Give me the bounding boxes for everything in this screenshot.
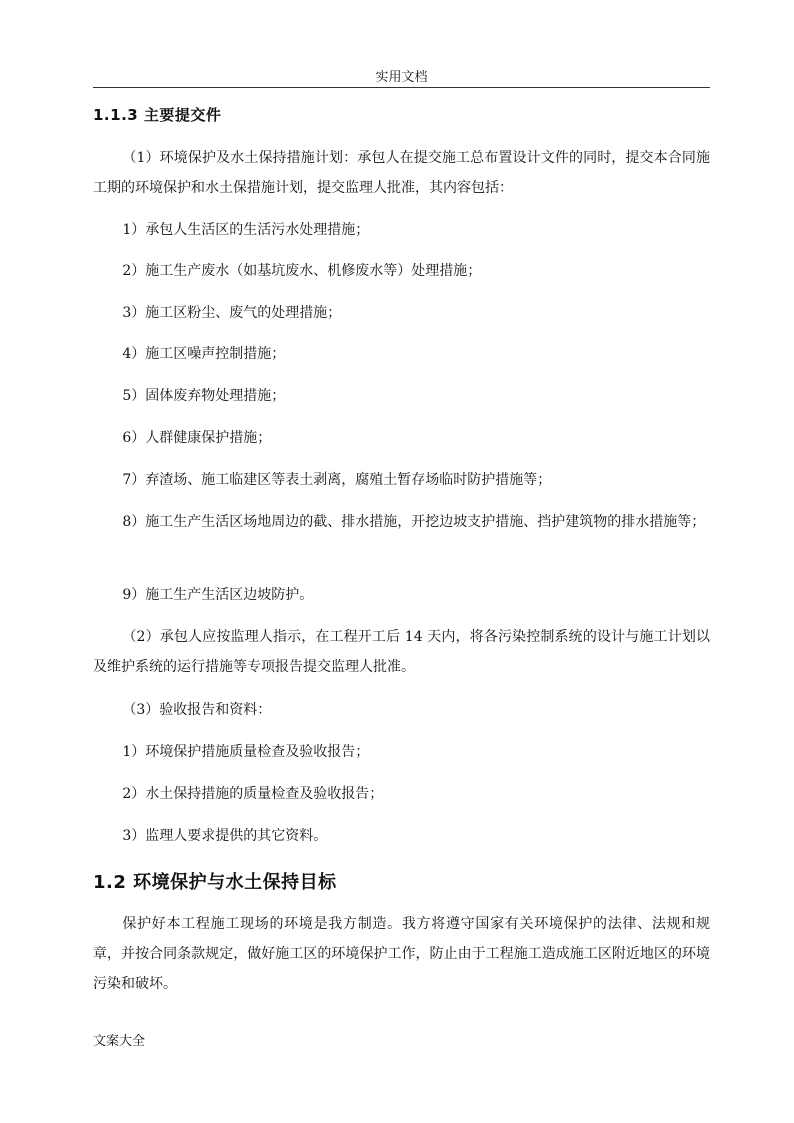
list-item: 2）施工生产废水（如基坑废水、机修废水等）处理措施； (122, 263, 482, 279)
list-item: 7）弃渣场、施工临建区等表土剥离，腐殖土暂存场临时防护措施等； (122, 472, 552, 488)
list-item: 5）固体废弃物处理措施； (122, 388, 286, 404)
section-heading-1-2: 1.2 环境保护与水土保持目标 (93, 872, 337, 893)
page-header: 实用文档 (375, 70, 428, 85)
list-item: 1）承包人生活区的生活污水处理措施； (122, 222, 370, 238)
list-item: 3）监理人要求提供的其它资料。 (122, 828, 328, 844)
list-item: 6）人群健康保护措施； (122, 430, 272, 446)
list-item: 8）施工生产生活区场地周边的截、排水措施，开挖边坡支护措施、挡护建筑物的排水措施等； (122, 514, 706, 530)
section-heading-1-1-3: 1.1.3 主要提交件 (93, 106, 222, 124)
header-divider (93, 87, 710, 88)
list-item: 3）施工区粉尘、废气的处理措施； (122, 305, 342, 321)
section-1-2-body: 保护好本工程施工现场的环境是我方制造。我方将遵守国家有关环境保护的法律、法规和规章，并按合同条款规定，做好施工区的环境保护工作，防止由于工程施工造成施工区附近地区的环境污染和破坏。 (93, 916, 710, 992)
paragraph-2: （2）承包人应按监理人指示，在工程开工后 14 天内，将各污染控制系统的设计与施工计划以及维护系统的运行措施等专项报告提交监理人批准。 (93, 629, 710, 675)
list-item: 4）施工区噪声控制措施； (122, 346, 286, 362)
list-item: 9）施工生产生活区边坡防护。 (122, 587, 314, 603)
list-item: 1）环境保护措施质量检查及验收报告； (122, 744, 370, 760)
page-footer: 文案大全 (93, 1034, 146, 1049)
paragraph-3: （3）验收报告和资料： (122, 702, 272, 718)
paragraph-1: （1）环境保护及水土保持措施计划：承包人在提交施工总布置设计文件的同时，提交本合同施工期的环境保护和水土保措施计划，提交监理人批准，其内容包括： (93, 150, 710, 196)
list-item: 2）水土保持措施的质量检查及验收报告； (122, 786, 384, 802)
